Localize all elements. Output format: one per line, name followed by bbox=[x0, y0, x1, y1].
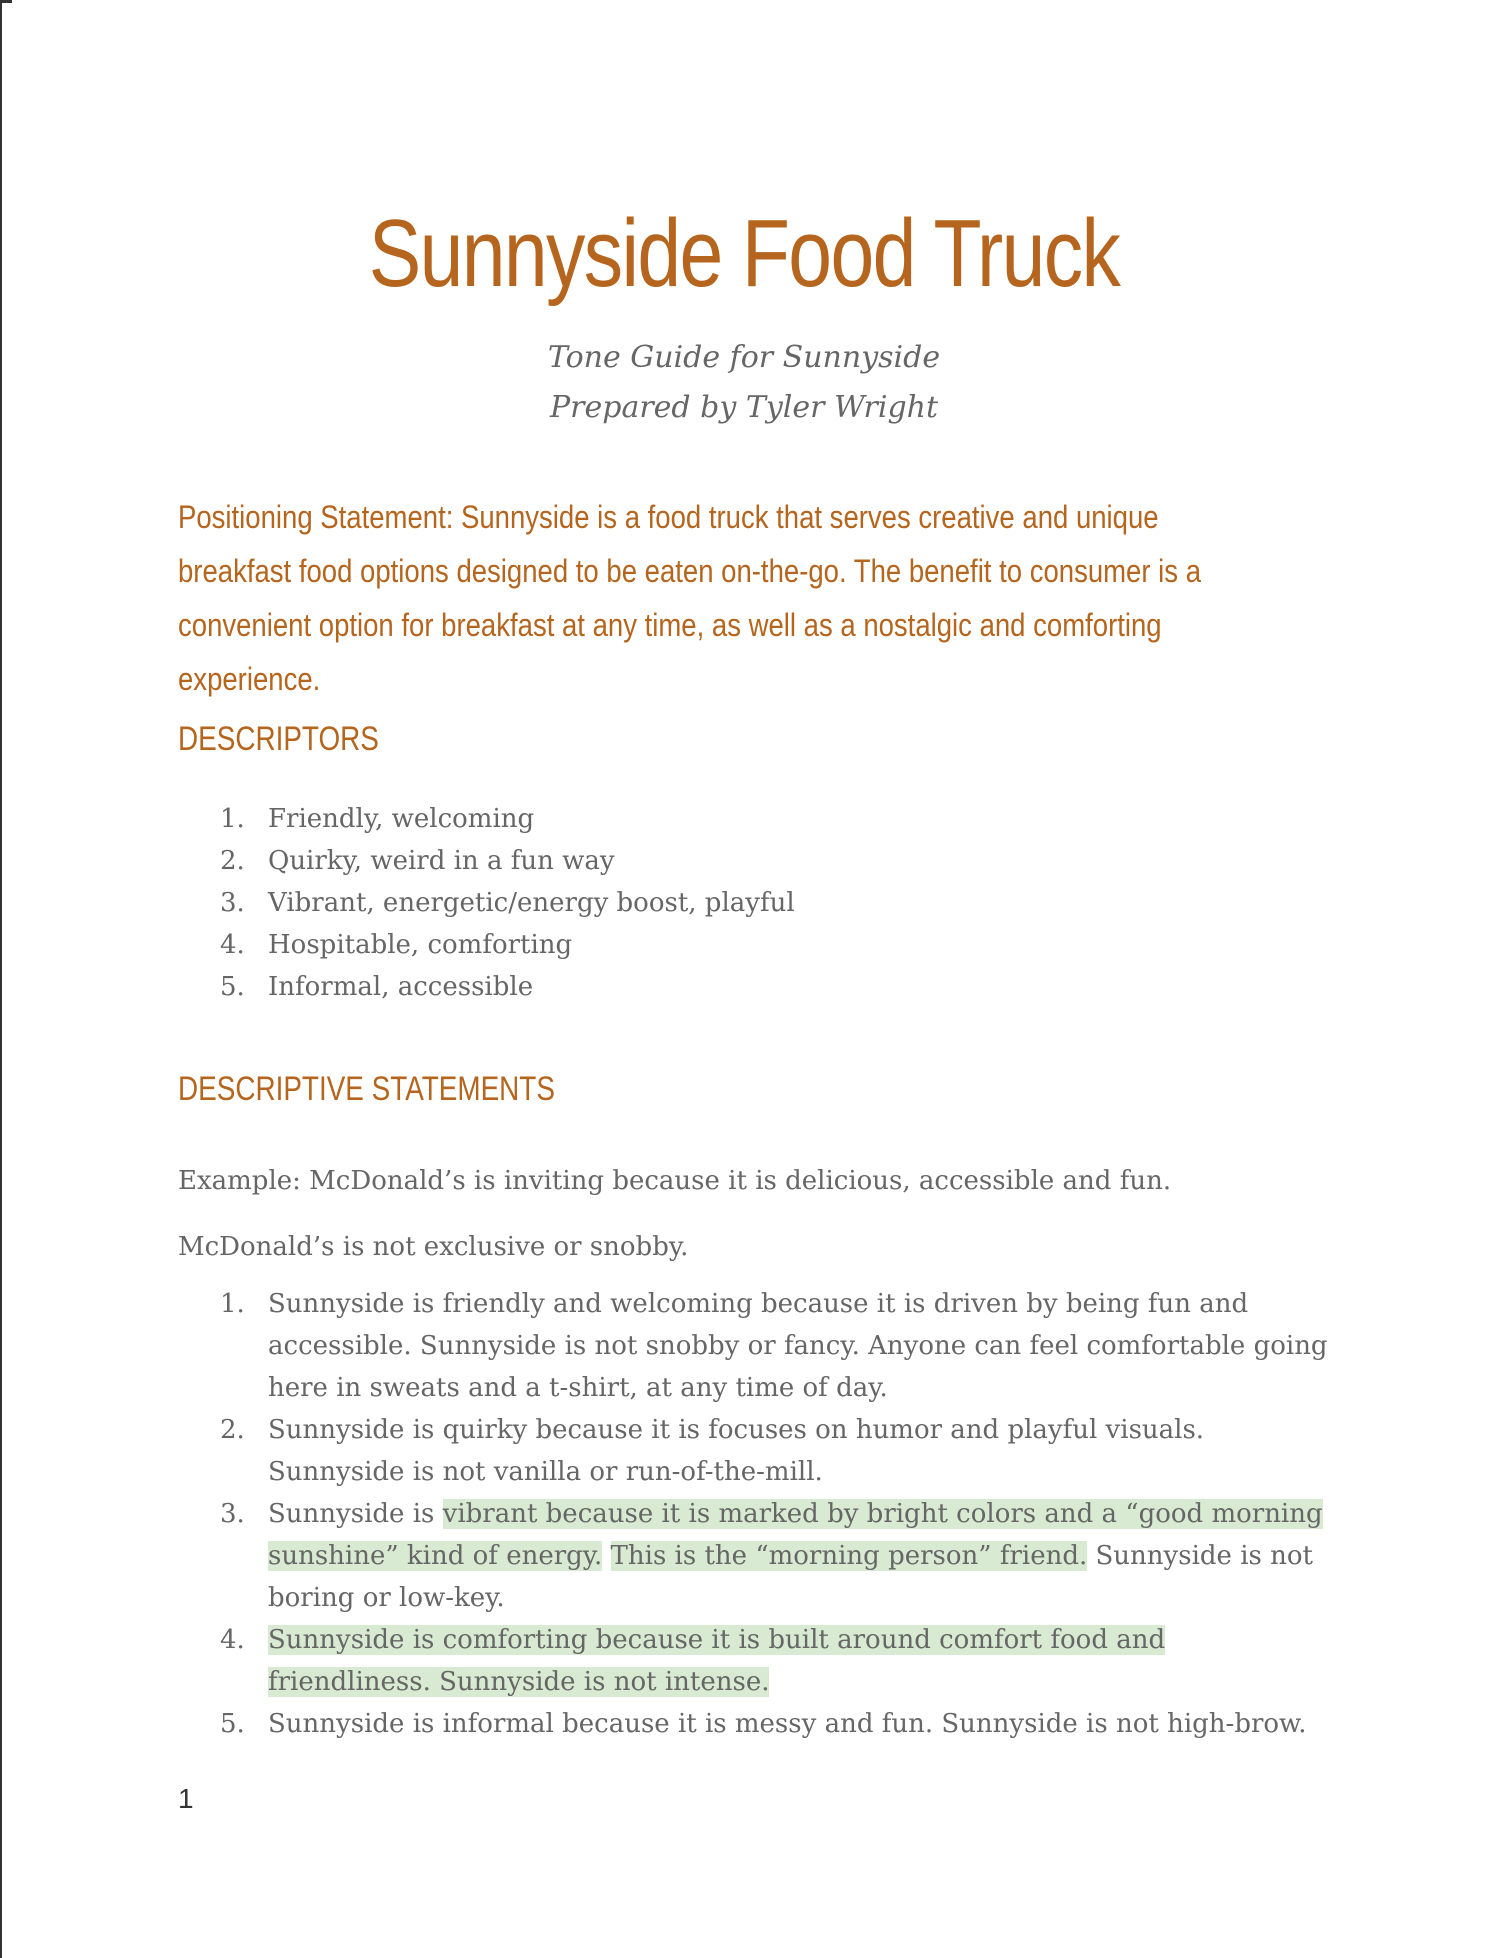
list-number: 2. bbox=[220, 1415, 245, 1445]
list-item bbox=[206, 924, 795, 966]
highlighted-text: Sunnyside is comforting because it is built around comfort food and friendliness. Sunnyside is not intense. bbox=[268, 1625, 1166, 1697]
list-number: 1. bbox=[220, 804, 245, 834]
page-left-edge bbox=[0, 0, 2, 1958]
subtitle-prepared-by: Prepared by Tyler Wright bbox=[549, 390, 939, 425]
list-item bbox=[206, 882, 795, 924]
descriptive-statements-heading: DESCRIPTIVE STATEMENTS bbox=[178, 1070, 555, 1108]
list-text: Sunnyside is quirky because it is focuses on humor and playful visuals. Sunnyside is not vanilla or run-of-the-mill. bbox=[268, 1415, 1205, 1487]
list-number: 3. bbox=[220, 1499, 245, 1529]
document-title: Sunnyside Food Truck bbox=[368, 200, 1120, 307]
list-number: 5. bbox=[220, 1709, 245, 1739]
list-item bbox=[206, 1283, 1336, 1409]
list-number: 5. bbox=[220, 972, 245, 1002]
list-number: 4. bbox=[220, 930, 245, 960]
list-item bbox=[206, 798, 795, 840]
list-number: 4. bbox=[220, 1625, 245, 1655]
list-number: 1. bbox=[220, 1289, 245, 1319]
list-item bbox=[206, 840, 795, 882]
list-item bbox=[206, 966, 795, 1008]
descriptors-list bbox=[206, 798, 795, 1008]
positioning-statement: Positioning Statement: Sunnyside is a food truck that serves creative and unique breakfast food options designed to be eaten on-the-go. The benefit to consumer is a convenient option for breakfast at any time, as well as a nostalgic and comforting experience. bbox=[178, 499, 1201, 697]
list-item bbox=[206, 1493, 1336, 1619]
highlighted-text: vibrant because it is marked by bright colors and a “good morning sunshine” kind of energy. bbox=[268, 1499, 1323, 1571]
list-text: Quirky, weird in a fun way bbox=[268, 846, 615, 876]
subtitle-tone-guide: Tone Guide for Sunnyside bbox=[547, 340, 941, 375]
list-text-space bbox=[602, 1541, 610, 1571]
page-number: 1 bbox=[178, 1783, 194, 1814]
list-item bbox=[206, 1619, 1336, 1703]
list-number: 3. bbox=[220, 888, 245, 918]
page-corner bbox=[0, 0, 12, 3]
list-item bbox=[206, 1409, 1336, 1493]
example-paragraph: Example: McDonald’s is inviting because it is delicious, accessible and fun. McDonald’s is not exclusive or snobby. bbox=[178, 1166, 1172, 1262]
list-text: Sunnyside is informal because it is messy and fun. Sunnyside is not high-brow. bbox=[268, 1709, 1307, 1739]
list-text: Hospitable, comforting bbox=[268, 930, 573, 960]
list-text: Informal, accessible bbox=[268, 972, 534, 1002]
list-text: Sunnyside is friendly and welcoming because it is driven by being fun and accessible. Sunnyside is not snobby or fancy. Anyone can feel comfortable going here in sweats and a t-shirt, at any time of day. bbox=[268, 1289, 1328, 1403]
highlighted-text: This is the “morning person” friend. bbox=[610, 1541, 1088, 1571]
list-text-part: Sunnyside is not boring or low-key. bbox=[268, 1541, 1313, 1613]
list-text-part: Sunnyside is bbox=[268, 1499, 443, 1529]
list-text: Friendly, welcoming bbox=[268, 804, 535, 834]
descriptive-statements-list bbox=[206, 1283, 1336, 1745]
list-item bbox=[206, 1703, 1336, 1745]
list-number: 2. bbox=[220, 846, 245, 876]
list-text: Vibrant, energetic/energy boost, playful bbox=[268, 888, 795, 918]
descriptors-heading: DESCRIPTORS bbox=[178, 720, 379, 758]
